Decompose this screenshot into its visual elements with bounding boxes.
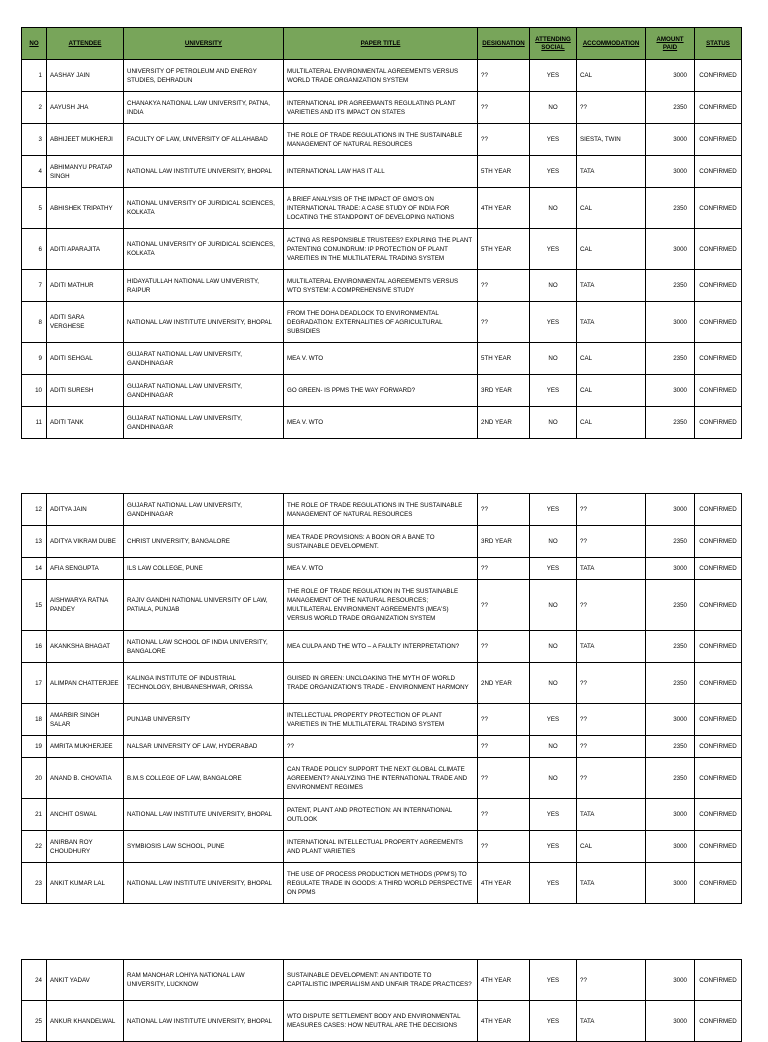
cell-attending-social: YES — [530, 156, 577, 188]
cell-no: 9 — [22, 343, 47, 375]
cell-no: 25 — [22, 1001, 47, 1042]
cell-paper-title: ACTING AS RESPONSIBLE TRUSTEES? EXPLRING THE PLANT PATENTING CONUNDRUM: IP PROTECTION OF PLANT VAREITIES IN THE MULTILATERAL TRADING SYSTEM — [284, 229, 478, 270]
cell-paper-title: MULTILATERAL ENVIRONMENTAL AGREEMENTS VERSUS WTO SYSTEM: A COMPREHENSIVE STUDY — [284, 270, 478, 302]
cell-paper-title: INTERNATIONAL INTELLECTUAL PROPERTY AGREEMENTS AND PLANT VARIETIES — [284, 831, 478, 863]
cell-designation: ?? — [478, 124, 530, 156]
cell-university: NATIONAL LAW INSTITUTE UNIVERSITY, BHOPAL — [124, 156, 284, 188]
cell-designation: ?? — [478, 831, 530, 863]
cell-no: 7 — [22, 270, 47, 302]
cell-no: 16 — [22, 631, 47, 663]
cell-amount-paid: 2350 — [646, 526, 695, 558]
cell-attendee: ANKIT KUMAR LAL — [47, 863, 124, 904]
cell-status: CONFIRMED — [695, 188, 742, 229]
cell-no: 5 — [22, 188, 47, 229]
cell-attendee: ANKUR KHANDELWAL — [47, 1001, 124, 1042]
cell-attendee: AFIA SENGUPTA — [47, 558, 124, 580]
cell-status: CONFIRMED — [695, 343, 742, 375]
cell-amount-paid: 3000 — [646, 558, 695, 580]
header-accommodation: ACCOMMODATION — [577, 28, 646, 60]
cell-no: 3 — [22, 124, 47, 156]
cell-no: 14 — [22, 558, 47, 580]
cell-university: NATIONAL LAW SCHOOL OF INDIA UNIVERSITY, BANGALORE — [124, 631, 284, 663]
cell-status: CONFIRMED — [695, 375, 742, 407]
cell-status: CONFIRMED — [695, 302, 742, 343]
cell-paper-title: THE ROLE OF TRADE REGULATIONS IN THE SUSTAINABLE MANAGEMENT OF NATURAL RESOURCES — [284, 124, 478, 156]
cell-no: 11 — [22, 407, 47, 439]
cell-attending-social: YES — [530, 229, 577, 270]
cell-attending-social: NO — [530, 270, 577, 302]
cell-accommodation: ?? — [577, 92, 646, 124]
cell-university: NATIONAL LAW INSTITUTE UNIVERSITY, BHOPAL — [124, 1001, 284, 1042]
cell-accommodation: ?? — [577, 580, 646, 631]
cell-designation: ?? — [478, 494, 530, 526]
cell-no: 20 — [22, 758, 47, 799]
table-row — [22, 407, 742, 439]
table-row — [22, 863, 742, 904]
cell-accommodation: ?? — [577, 526, 646, 558]
cell-amount-paid: 2350 — [646, 580, 695, 631]
cell-accommodation: ?? — [577, 663, 646, 704]
table-row — [22, 558, 742, 580]
table-row — [22, 799, 742, 831]
attendee-table-section-2 — [21, 493, 742, 904]
cell-attendee: ANCHIT OSWAL — [47, 799, 124, 831]
cell-status: CONFIRMED — [695, 631, 742, 663]
cell-status: CONFIRMED — [695, 580, 742, 631]
cell-accommodation: TATA — [577, 302, 646, 343]
cell-university: NATIONAL LAW INSTITUTE UNIVERSITY, BHOPAL — [124, 799, 284, 831]
cell-paper-title: A BRIEF ANALYSIS OF THE IMPACT OF GMO'S ON INTERNATIONAL TRADE: A CASE STUDY OF INDIA FOR LOCATING THE STANDPOINT OF DEVELOPING NATIONS — [284, 188, 478, 229]
table-row — [22, 375, 742, 407]
cell-attendee: ANIRBAN ROY CHOUDHURY — [47, 831, 124, 863]
cell-accommodation: ?? — [577, 494, 646, 526]
cell-no: 23 — [22, 863, 47, 904]
cell-no: 10 — [22, 375, 47, 407]
cell-no: 8 — [22, 302, 47, 343]
cell-university: GUJARAT NATIONAL LAW UNIVERSITY, GANDHINAGAR — [124, 407, 284, 439]
header-amount-paid: AMOUNT PAID — [646, 28, 695, 60]
cell-attendee: ABHISHEK TRIPATHY — [47, 188, 124, 229]
cell-accommodation: TATA — [577, 799, 646, 831]
cell-university: NALSAR UNIVERSITY OF LAW, HYDERABAD — [124, 736, 284, 758]
cell-paper-title: INTERNATIONAL IPR AGREEMANTS REGULATING PLANT VARIETIES AND ITS IMPACT ON STATES — [284, 92, 478, 124]
cell-status: CONFIRMED — [695, 229, 742, 270]
cell-paper-title: MEA TRADE PROVISIONS: A BOON OR A BANE TO SUSTAINABLE DEVELOPMENT. — [284, 526, 478, 558]
cell-designation: ?? — [478, 799, 530, 831]
cell-attending-social: NO — [530, 526, 577, 558]
cell-accommodation: CAL — [577, 229, 646, 270]
cell-accommodation: CAL — [577, 60, 646, 92]
cell-amount-paid: 3000 — [646, 375, 695, 407]
cell-attending-social: YES — [530, 124, 577, 156]
cell-attendee: ANKIT YADAV — [47, 960, 124, 1001]
cell-university: NATIONAL UNIVERSITY OF JURIDICAL SCIENCES, KOLKATA — [124, 188, 284, 229]
cell-accommodation: CAL — [577, 188, 646, 229]
cell-university: UNIVERSITY OF PETROLEUM AND ENERGY STUDIES, DEHRADUN — [124, 60, 284, 92]
cell-attendee: ADITI SEHGAL — [47, 343, 124, 375]
cell-designation: ?? — [478, 558, 530, 580]
cell-status: CONFIRMED — [695, 799, 742, 831]
table-row — [22, 92, 742, 124]
table-row — [22, 229, 742, 270]
table-row — [22, 270, 742, 302]
cell-attending-social: NO — [530, 188, 577, 229]
header-status: STATUS — [695, 28, 742, 60]
table-row — [22, 156, 742, 188]
cell-attending-social: YES — [530, 960, 577, 1001]
cell-paper-title: MEA V. WTO — [284, 343, 478, 375]
cell-no: 13 — [22, 526, 47, 558]
cell-status: CONFIRMED — [695, 270, 742, 302]
cell-accommodation: ?? — [577, 704, 646, 736]
cell-status: CONFIRMED — [695, 704, 742, 736]
header-university: UNIVERSITY — [124, 28, 284, 60]
cell-accommodation: TATA — [577, 558, 646, 580]
cell-attending-social: NO — [530, 663, 577, 704]
cell-attending-social: YES — [530, 494, 577, 526]
cell-amount-paid: 2350 — [646, 663, 695, 704]
cell-designation: ?? — [478, 60, 530, 92]
cell-university: PUNJAB UNIVERSITY — [124, 704, 284, 736]
table-row — [22, 188, 742, 229]
cell-amount-paid: 2350 — [646, 407, 695, 439]
cell-amount-paid: 3000 — [646, 156, 695, 188]
cell-university: RAJIV GANDHI NATIONAL UNIVERSITY OF LAW, PATIALA, PUNJAB — [124, 580, 284, 631]
cell-paper-title: INTERNATIONAL LAW HAS IT ALL — [284, 156, 478, 188]
header-row — [22, 28, 742, 60]
cell-designation: ?? — [478, 758, 530, 799]
cell-amount-paid: 2350 — [646, 343, 695, 375]
cell-amount-paid: 3000 — [646, 704, 695, 736]
cell-amount-paid: 3000 — [646, 1001, 695, 1042]
cell-attendee: ANAND B. CHOVATIA — [47, 758, 124, 799]
header-attending-social: ATTENDING SOCIAL — [530, 28, 577, 60]
table-row — [22, 580, 742, 631]
cell-paper-title: WTO DISPUTE SETTLEMENT BODY AND ENVIRONMENTAL MEASURES CASES: HOW NEUTRAL ARE THE DECISIONS — [284, 1001, 478, 1042]
header-paper-title: PAPER TITLE — [284, 28, 478, 60]
cell-paper-title: THE ROLE OF TRADE REGULATION IN THE SUSTAINABLE MANAGEMENT OF THE NATURAL RESOURCES; MULTILATERAL ENVIRONMENT AGREEMENTS (MEA'S) VERSUS WORLD TRADE ORGANIZATION SYSTEM — [284, 580, 478, 631]
cell-university: GUJARAT NATIONAL LAW UNIVERSITY, GANDHINAGAR — [124, 375, 284, 407]
cell-no: 2 — [22, 92, 47, 124]
table-row — [22, 831, 742, 863]
cell-no: 12 — [22, 494, 47, 526]
cell-attending-social: NO — [530, 736, 577, 758]
cell-university: NATIONAL UNIVERSITY OF JURIDICAL SCIENCES, KOLKATA — [124, 229, 284, 270]
cell-amount-paid: 2350 — [646, 736, 695, 758]
cell-paper-title: INTELLECTUAL PROPERTY PROTECTION OF PLANT VARIETIES IN THE MULTILATERAL TRADING SYSTEM — [284, 704, 478, 736]
table-row — [22, 526, 742, 558]
cell-attending-social: NO — [530, 758, 577, 799]
table-row — [22, 343, 742, 375]
cell-no: 15 — [22, 580, 47, 631]
cell-university: HIDAYATULLAH NATIONAL LAW UNIVERISTY, RAIPUR — [124, 270, 284, 302]
cell-designation: ?? — [478, 302, 530, 343]
cell-no: 22 — [22, 831, 47, 863]
cell-designation: 2ND YEAR — [478, 407, 530, 439]
cell-attendee: ALIMPAN CHATTERJEE — [47, 663, 124, 704]
cell-attending-social: NO — [530, 580, 577, 631]
cell-amount-paid: 3000 — [646, 124, 695, 156]
cell-paper-title: CAN TRADE POLICY SUPPORT THE NEXT GLOBAL CLIMATE AGREEMENT? ANALYZING THE INTERNATIONAL TRADE AND ENVIRONMENT REGIMES — [284, 758, 478, 799]
cell-paper-title: PATENT, PLANT AND PROTECTION: AN INTERNATIONAL OUTLOOK — [284, 799, 478, 831]
cell-no: 1 — [22, 60, 47, 92]
cell-designation: 5TH YEAR — [478, 156, 530, 188]
cell-no: 4 — [22, 156, 47, 188]
attendee-table-section-1 — [21, 27, 742, 439]
cell-no: 24 — [22, 960, 47, 1001]
cell-attendee: ADITI APARAJITA — [47, 229, 124, 270]
cell-status: CONFIRMED — [695, 758, 742, 799]
cell-accommodation: TATA — [577, 156, 646, 188]
cell-no: 19 — [22, 736, 47, 758]
cell-attending-social: YES — [530, 1001, 577, 1042]
cell-accommodation: TATA — [577, 270, 646, 302]
cell-designation: 5TH YEAR — [478, 343, 530, 375]
cell-attending-social: NO — [530, 343, 577, 375]
cell-accommodation: TATA — [577, 863, 646, 904]
cell-university: KALINGA INSTITUTE OF INDUSTRIAL TECHNOLOGY, BHUBANESHWAR, ORISSA — [124, 663, 284, 704]
cell-attendee: AMARBIR SINGH SALAR — [47, 704, 124, 736]
cell-accommodation: SIESTA, TWIN — [577, 124, 646, 156]
cell-status: CONFIRMED — [695, 663, 742, 704]
cell-attendee: ADITYA VIKRAM DUBE — [47, 526, 124, 558]
cell-no: 17 — [22, 663, 47, 704]
cell-designation: 3RD YEAR — [478, 526, 530, 558]
header-attendee: ATTENDEE — [47, 28, 124, 60]
cell-attendee: AAYUSH JHA — [47, 92, 124, 124]
cell-paper-title: GO GREEN- IS PPMS THE WAY FORWARD? — [284, 375, 478, 407]
table-row — [22, 494, 742, 526]
cell-status: CONFIRMED — [695, 960, 742, 1001]
cell-amount-paid: 3000 — [646, 229, 695, 270]
cell-attendee: ADITYA JAIN — [47, 494, 124, 526]
cell-no: 18 — [22, 704, 47, 736]
cell-status: CONFIRMED — [695, 526, 742, 558]
cell-amount-paid: 2350 — [646, 758, 695, 799]
cell-accommodation: ?? — [577, 960, 646, 1001]
table-row — [22, 302, 742, 343]
cell-status: CONFIRMED — [695, 1001, 742, 1042]
cell-university: B.M.S COLLEGE OF LAW, BANGALORE — [124, 758, 284, 799]
table-row — [22, 124, 742, 156]
cell-attending-social: YES — [530, 831, 577, 863]
cell-accommodation: CAL — [577, 407, 646, 439]
cell-amount-paid: 3000 — [646, 960, 695, 1001]
cell-university: RAM MANOHAR LOHIYA NATIONAL LAW UNIVERSITY, LUCKNOW — [124, 960, 284, 1001]
cell-status: CONFIRMED — [695, 60, 742, 92]
cell-amount-paid: 3000 — [646, 60, 695, 92]
cell-designation: ?? — [478, 580, 530, 631]
cell-attending-social: YES — [530, 375, 577, 407]
cell-university: CHRIST UNIVERSITY, BANGALORE — [124, 526, 284, 558]
cell-amount-paid: 3000 — [646, 831, 695, 863]
cell-designation: ?? — [478, 736, 530, 758]
cell-paper-title: THE USE OF PROCESS PRODUCTION METHODS (PPM'S) TO REGULATE TRADE IN GOODS: A THIRD WORLD PERSPECTIVE ON PPMS — [284, 863, 478, 904]
cell-attendee: ABHIMANYU PRATAP SINGH — [47, 156, 124, 188]
cell-attendee: ADITI SURESH — [47, 375, 124, 407]
cell-attendee: AASHAY JAIN — [47, 60, 124, 92]
cell-amount-paid: 2350 — [646, 92, 695, 124]
table-row — [22, 758, 742, 799]
attendee-table-section-3 — [21, 959, 742, 1042]
table-row — [22, 631, 742, 663]
cell-amount-paid: 2350 — [646, 188, 695, 229]
cell-paper-title: MEA V. WTO — [284, 407, 478, 439]
cell-designation: 4TH YEAR — [478, 960, 530, 1001]
cell-status: CONFIRMED — [695, 736, 742, 758]
cell-attendee: AKANKSHA BHAGAT — [47, 631, 124, 663]
cell-status: CONFIRMED — [695, 124, 742, 156]
cell-attending-social: NO — [530, 631, 577, 663]
cell-paper-title: THE ROLE OF TRADE REGULATIONS IN THE SUSTAINABLE MANAGEMENT OF NATURAL RESOURCES — [284, 494, 478, 526]
table-row — [22, 960, 742, 1001]
cell-amount-paid: 3000 — [646, 863, 695, 904]
cell-attendee: ADITI SARA VERGHESE — [47, 302, 124, 343]
cell-designation: 5TH YEAR — [478, 229, 530, 270]
cell-accommodation: TATA — [577, 1001, 646, 1042]
cell-attendee: AISHWARYA RATNA PANDEY — [47, 580, 124, 631]
cell-university: SYMBIOSIS LAW SCHOOL, PUNE — [124, 831, 284, 863]
cell-accommodation: CAL — [577, 343, 646, 375]
cell-university: NATIONAL LAW INSTITUTE UNIVERSITY, BHOPAL — [124, 863, 284, 904]
cell-attendee: ADITI TANK — [47, 407, 124, 439]
cell-designation: 4TH YEAR — [478, 863, 530, 904]
cell-accommodation: ?? — [577, 736, 646, 758]
cell-designation: ?? — [478, 92, 530, 124]
cell-designation: ?? — [478, 704, 530, 736]
cell-attending-social: YES — [530, 302, 577, 343]
cell-paper-title: GUISED IN GREEN: UNCLOAKING THE MYTH OF WORLD TRADE ORGANIZATION'S TRADE - ENVIRONMENT HARMONY — [284, 663, 478, 704]
cell-amount-paid: 2350 — [646, 270, 695, 302]
cell-attendee: ADITI MATHUR — [47, 270, 124, 302]
cell-status: CONFIRMED — [695, 558, 742, 580]
cell-accommodation: TATA — [577, 631, 646, 663]
cell-amount-paid: 3000 — [646, 494, 695, 526]
cell-university: ILS LAW COLLEGE, PUNE — [124, 558, 284, 580]
cell-amount-paid: 2350 — [646, 631, 695, 663]
cell-university: GUJARAT NATIONAL LAW UNIVERSITY, GANDHINAGAR — [124, 343, 284, 375]
header-designation: DESIGNATION — [478, 28, 530, 60]
cell-attending-social: NO — [530, 407, 577, 439]
header-no: NO — [22, 28, 47, 60]
cell-paper-title: MEA CULPA AND THE WTO – A FAULTY INTERPRETATION? — [284, 631, 478, 663]
table-row — [22, 704, 742, 736]
cell-amount-paid: 3000 — [646, 799, 695, 831]
cell-university: FACULTY OF LAW, UNIVERSITY OF ALLAHABAD — [124, 124, 284, 156]
cell-attending-social: YES — [530, 704, 577, 736]
cell-attending-social: YES — [530, 558, 577, 580]
cell-paper-title: SUSTAINABLE DEVELOPMENT: AN ANTIDOTE TO CAPITALISTIC IMPERIALISM AND UNFAIR TRADE PRACTICES? — [284, 960, 478, 1001]
cell-paper-title: MEA V. WTO — [284, 558, 478, 580]
cell-attending-social: NO — [530, 92, 577, 124]
cell-designation: ?? — [478, 631, 530, 663]
cell-status: CONFIRMED — [695, 494, 742, 526]
cell-designation: 4TH YEAR — [478, 188, 530, 229]
cell-paper-title: MULTILATERAL ENVIRONMENTAL AGREEMENTS VERSUS WORLD TRADE ORGANIZATION SYSTEM — [284, 60, 478, 92]
cell-attending-social: YES — [530, 863, 577, 904]
table-row — [22, 1001, 742, 1042]
cell-university: GUJARAT NATIONAL LAW UNIVERSITY, GANDHINAGAR — [124, 494, 284, 526]
cell-designation: 4TH YEAR — [478, 1001, 530, 1042]
cell-designation: ?? — [478, 270, 530, 302]
cell-accommodation: ?? — [577, 758, 646, 799]
cell-status: CONFIRMED — [695, 407, 742, 439]
cell-university: NATIONAL LAW INSTITUTE UNIVERSITY, BHOPAL — [124, 302, 284, 343]
cell-status: CONFIRMED — [695, 831, 742, 863]
cell-status: CONFIRMED — [695, 156, 742, 188]
cell-designation: 3RD YEAR — [478, 375, 530, 407]
cell-attendee: AMRITA MUKHERJEE — [47, 736, 124, 758]
table-row — [22, 663, 742, 704]
cell-amount-paid: 3000 — [646, 302, 695, 343]
cell-university: CHANAKYA NATIONAL LAW UNIVERSITY, PATNA, INDIA — [124, 92, 284, 124]
cell-paper-title: FROM THE DOHA DEADLOCK TO ENVIRONMENTAL DEGRADATION: EXTERNALITIES OF AGRICULTURAL SUBSIDIES — [284, 302, 478, 343]
table-row — [22, 736, 742, 758]
cell-attendee: ABHIJEET MUKHERJI — [47, 124, 124, 156]
cell-attending-social: YES — [530, 799, 577, 831]
cell-status: CONFIRMED — [695, 92, 742, 124]
cell-accommodation: CAL — [577, 831, 646, 863]
cell-designation: 2ND YEAR — [478, 663, 530, 704]
cell-status: CONFIRMED — [695, 863, 742, 904]
cell-no: 21 — [22, 799, 47, 831]
cell-attending-social: YES — [530, 60, 577, 92]
cell-no: 6 — [22, 229, 47, 270]
cell-accommodation: CAL — [577, 375, 646, 407]
cell-paper-title: ?? — [284, 736, 478, 758]
table-row — [22, 60, 742, 92]
